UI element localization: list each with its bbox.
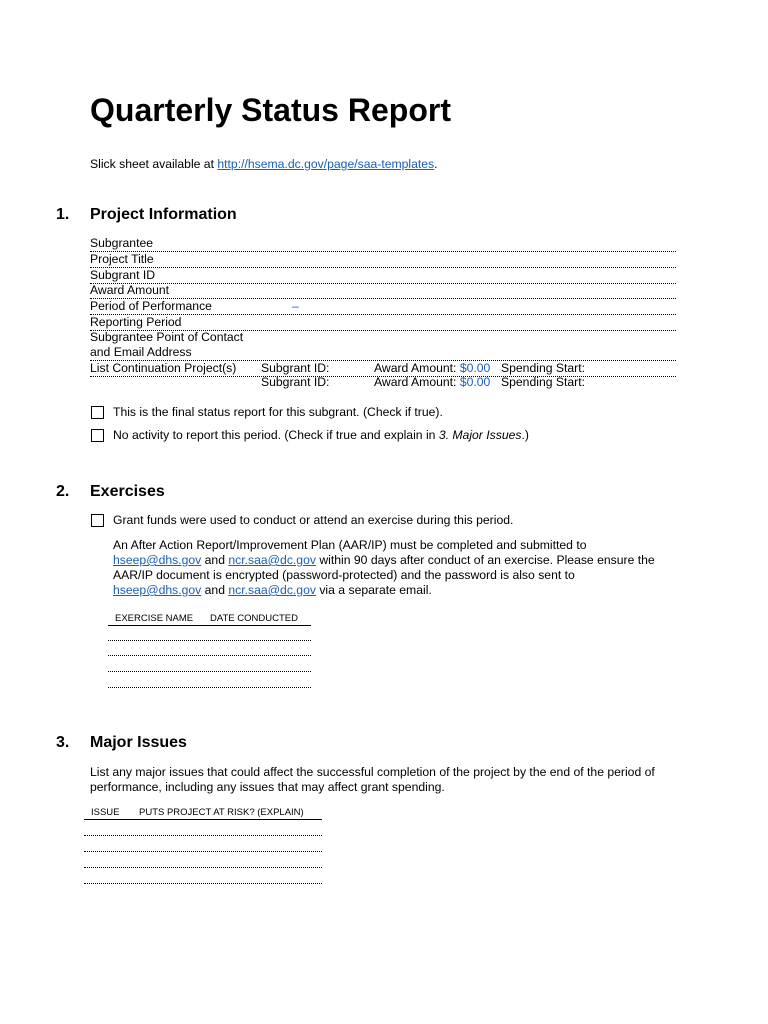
continuation-subgrant-id-label: Subgrant ID: bbox=[261, 361, 330, 375]
exercise-table-row[interactable] bbox=[108, 687, 311, 688]
continuation-award-value: $0.00 bbox=[459, 375, 491, 389]
section-3-heading: Major Issues bbox=[90, 734, 187, 751]
section-2-number: 2. bbox=[56, 483, 70, 500]
no-activity-text: No activity to report this period. (Check if true and explain in bbox=[113, 428, 439, 442]
field-row-subgrantee[interactable] bbox=[90, 236, 676, 252]
continuation-award-label: Award Amount: bbox=[374, 361, 457, 375]
major-issues-line-1: List any major issues that could affect the successful completion of the project by the end of the period of bbox=[90, 765, 655, 779]
table-header-exercise-name: EXERCISE NAME bbox=[115, 613, 194, 624]
issues-table-row[interactable] bbox=[84, 851, 322, 852]
continuation-award-label: Award Amount: bbox=[374, 375, 457, 389]
continuation-spending-start-label: Spending Start: bbox=[501, 375, 586, 389]
field-row-award-amount[interactable] bbox=[90, 283, 676, 299]
no-activity-section-ref: 3. Major Issues bbox=[438, 428, 522, 442]
hseep-email-link[interactable]: hseep@dhs.gov bbox=[113, 583, 202, 597]
table-header-issue: ISSUE bbox=[91, 807, 120, 818]
no-activity-label bbox=[113, 428, 529, 443]
hseep-email-link[interactable]: hseep@dhs.gov bbox=[113, 553, 202, 567]
field-row-continuation-2[interactable] bbox=[90, 375, 676, 390]
field-row-project-title[interactable] bbox=[90, 252, 676, 268]
aar-line-2-rest: within 90 days after conduct of an exercise. Please ensure the bbox=[315, 553, 655, 567]
field-label-period-of-performance: Period of Performance bbox=[90, 299, 212, 313]
section-1-heading: Project Information bbox=[90, 206, 237, 223]
continuation-spending-start-label: Spending Start: bbox=[501, 361, 586, 375]
aar-line-1: An After Action Report/Improvement Plan (AAR/IP) must be completed and submitted to bbox=[113, 538, 587, 552]
issues-table-row[interactable] bbox=[84, 835, 322, 836]
field-row-period-of-performance[interactable] bbox=[90, 299, 676, 315]
field-label-award-amount: Award Amount bbox=[90, 283, 170, 297]
continuation-subgrant-id-label: Subgrant ID: bbox=[261, 375, 330, 389]
slick-sheet-line bbox=[90, 157, 438, 172]
major-issues-paragraph bbox=[90, 765, 690, 795]
field-label-subgrant-id: Subgrant ID bbox=[90, 268, 156, 282]
final-report-label: This is the final status report for this subgrant. (Check if true). bbox=[113, 405, 443, 419]
field-label-continuation: List Continuation Project(s) bbox=[90, 361, 237, 375]
no-activity-text-end: .) bbox=[521, 428, 529, 442]
ncr-saa-email-link[interactable]: ncr.saa@dc.gov bbox=[228, 583, 316, 597]
major-issues-line-2: performance, including any issues that may affect grant spending. bbox=[90, 780, 445, 794]
period-dash: – bbox=[292, 299, 299, 313]
aar-line-4 bbox=[113, 583, 683, 598]
field-row-point-of-contact[interactable] bbox=[90, 330, 676, 361]
aar-and: and bbox=[201, 583, 229, 597]
slick-sheet-prefix: Slick sheet available at bbox=[90, 157, 218, 171]
field-label-poc-line2: and Email Address bbox=[90, 345, 192, 359]
section-3-number: 3. bbox=[56, 734, 70, 751]
final-report-checkbox[interactable] bbox=[91, 406, 104, 419]
aar-line-4-rest: via a separate email. bbox=[315, 583, 432, 597]
issues-table-row[interactable] bbox=[84, 883, 322, 884]
page-title: Quarterly Status Report bbox=[90, 92, 451, 128]
continuation-award-value: $0.00 bbox=[459, 361, 491, 375]
issues-table-header-rule bbox=[84, 819, 322, 820]
exercise-checkbox-label: Grant funds were used to conduct or attend an exercise during this period. bbox=[113, 513, 514, 527]
field-row-subgrant-id[interactable] bbox=[90, 268, 676, 284]
field-label-reporting-period: Reporting Period bbox=[90, 315, 182, 329]
exercise-table-row[interactable] bbox=[108, 671, 311, 672]
no-activity-checkbox[interactable] bbox=[91, 429, 104, 442]
issues-table-row[interactable] bbox=[84, 867, 322, 868]
field-label-poc-line1: Subgrantee Point of Contact bbox=[90, 330, 244, 344]
aar-paragraph bbox=[113, 538, 683, 598]
exercise-table-header-rule bbox=[108, 625, 311, 626]
table-header-date-conducted: DATE CONDUCTED bbox=[210, 613, 298, 624]
exercise-table-row[interactable] bbox=[108, 640, 311, 641]
aar-line-2 bbox=[113, 553, 683, 568]
table-header-puts-project-at-risk: PUTS PROJECT AT RISK? (EXPLAIN) bbox=[139, 807, 304, 818]
exercise-checkbox[interactable] bbox=[91, 514, 104, 527]
field-label-project-title: Project Title bbox=[90, 252, 154, 266]
field-label-subgrantee: Subgrantee bbox=[90, 236, 154, 250]
section-1-number: 1. bbox=[56, 206, 70, 223]
field-row-reporting-period[interactable] bbox=[90, 315, 676, 331]
section-2-heading: Exercises bbox=[90, 483, 165, 500]
aar-and: and bbox=[201, 553, 229, 567]
continuation-award-amount bbox=[374, 361, 490, 376]
exercise-table-row[interactable] bbox=[108, 655, 311, 656]
continuation-award-amount bbox=[374, 375, 490, 390]
slick-sheet-suffix: . bbox=[434, 157, 438, 171]
ncr-saa-email-link[interactable]: ncr.saa@dc.gov bbox=[228, 553, 316, 567]
aar-line-3: AAR/IP document is encrypted (password-protected) and the password is also sent to bbox=[113, 568, 575, 582]
slick-sheet-link[interactable]: http://hsema.dc.gov/page/saa-templates bbox=[217, 157, 435, 171]
